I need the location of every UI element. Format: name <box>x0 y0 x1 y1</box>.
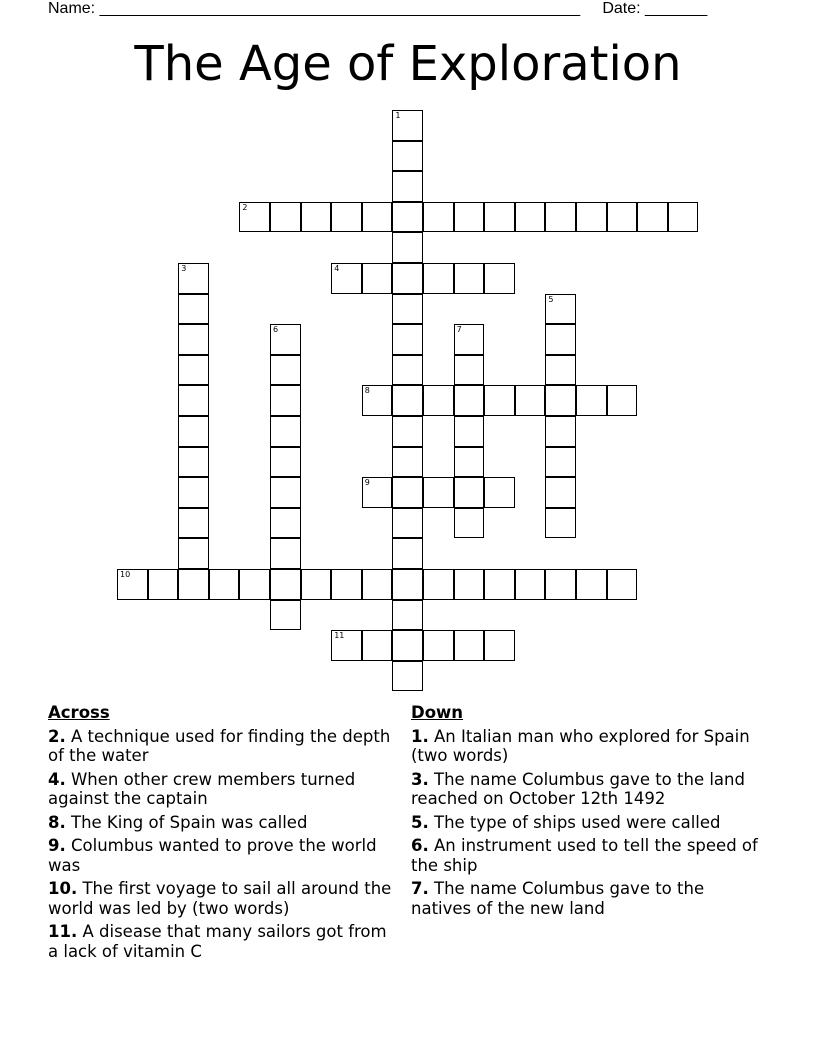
clue-number: 4. <box>48 769 66 789</box>
clue-text: An Italian man who explored for Spain (two words) <box>411 726 750 765</box>
cell-number: 5 <box>548 294 554 304</box>
grid-cell[interactable] <box>270 416 301 447</box>
grid-cell[interactable] <box>423 385 454 416</box>
grid-cell[interactable] <box>576 385 607 416</box>
grid-cell[interactable] <box>270 355 301 386</box>
clue-text: The King of Spain was called <box>65 812 308 832</box>
grid-cell[interactable] <box>148 569 179 600</box>
grid-cell[interactable] <box>178 355 209 386</box>
grid-cell[interactable] <box>484 569 515 600</box>
grid-cell[interactable] <box>392 324 423 355</box>
grid-cell[interactable] <box>178 324 209 355</box>
grid-cell[interactable] <box>270 385 301 416</box>
grid-cell-7[interactable] <box>454 324 485 355</box>
across-clue-9 <box>48 836 398 875</box>
grid-cell[interactable] <box>392 600 423 631</box>
grid-cell[interactable] <box>545 569 576 600</box>
grid-cell[interactable] <box>178 477 209 508</box>
grid-cell-11[interactable] <box>331 630 362 661</box>
clue-text: A technique used for finding the depth of the water <box>48 726 391 765</box>
across-clue-8 <box>48 813 398 833</box>
grid-cell[interactable] <box>178 508 209 539</box>
grid-cell[interactable] <box>331 569 362 600</box>
grid-cell[interactable] <box>178 569 209 600</box>
grid-cell[interactable] <box>392 569 423 600</box>
grid-cell[interactable] <box>545 477 576 508</box>
grid-cell[interactable] <box>545 355 576 386</box>
grid-cell[interactable] <box>454 630 485 661</box>
across-clue-2 <box>48 727 398 766</box>
cell-number: 11 <box>334 631 345 641</box>
across-clue-list <box>48 727 398 962</box>
grid-cell[interactable] <box>392 294 423 325</box>
cell-number: 10 <box>120 570 131 579</box>
grid-cell-8[interactable] <box>362 385 393 416</box>
across-clue-4 <box>48 770 398 809</box>
across-clue-11 <box>48 922 398 961</box>
grid-cell[interactable] <box>392 232 423 263</box>
grid-cell-5[interactable] <box>545 294 576 325</box>
grid-cell[interactable] <box>515 569 546 600</box>
clue-text: The first voyage to sail all around the world was led by (two words) <box>48 879 392 918</box>
grid-cell[interactable] <box>362 569 393 600</box>
grid-cell[interactable] <box>545 202 576 233</box>
grid-cell[interactable] <box>454 477 485 508</box>
clue-text: The type of ships used were called <box>428 812 721 832</box>
grid-cell[interactable] <box>607 569 638 600</box>
grid-cell[interactable] <box>423 202 454 233</box>
down-clue-list <box>411 727 761 919</box>
down-heading: Down <box>411 703 464 722</box>
grid-cell[interactable] <box>423 263 454 294</box>
grid-cell[interactable] <box>301 569 332 600</box>
grid-cell[interactable] <box>362 202 393 233</box>
grid-cell[interactable] <box>515 202 546 233</box>
clue-number: 9. <box>48 836 66 855</box>
grid-cell[interactable] <box>270 447 301 478</box>
clue-text: A disease that many sailors got from a lack of vitamin C <box>48 922 387 961</box>
grid-cell[interactable] <box>484 202 515 233</box>
grid-cell[interactable] <box>484 477 515 508</box>
grid-cell[interactable] <box>484 630 515 661</box>
grid-cell[interactable] <box>270 508 301 539</box>
grid-cell[interactable] <box>454 202 485 233</box>
cell-number: 7 <box>456 325 462 335</box>
grid-cell[interactable] <box>484 263 515 294</box>
grid-cell[interactable] <box>392 202 423 233</box>
grid-cell-6[interactable] <box>270 324 301 355</box>
grid-cell[interactable] <box>178 416 209 447</box>
across-clue-10 <box>48 879 398 918</box>
grid-cell-9[interactable] <box>362 477 393 508</box>
grid-cell[interactable] <box>454 263 485 294</box>
page-title: The Age of Exploration <box>134 36 682 92</box>
grid-cell[interactable] <box>331 202 362 233</box>
clue-number: 1. <box>411 726 429 746</box>
grid-cell-3[interactable] <box>178 263 209 294</box>
grid-cell[interactable] <box>270 477 301 508</box>
grid-cell[interactable] <box>392 385 423 416</box>
grid-cell[interactable] <box>545 324 576 355</box>
grid-cell-2[interactable] <box>239 202 270 233</box>
cell-number: 2 <box>242 202 248 212</box>
clue-number: 6. <box>411 836 429 855</box>
grid-cell[interactable] <box>392 355 423 386</box>
down-clues <box>411 703 761 922</box>
grid-cell[interactable] <box>392 477 423 508</box>
cell-number: 6 <box>273 325 279 335</box>
clue-number: 7. <box>411 879 429 898</box>
grid-cell[interactable] <box>362 263 393 294</box>
grid-cell[interactable] <box>637 202 668 233</box>
grid-cell[interactable] <box>392 141 423 172</box>
grid-cell[interactable] <box>392 538 423 569</box>
grid-cell[interactable] <box>454 385 485 416</box>
clue-number: 8. <box>48 812 66 832</box>
grid-cell[interactable] <box>270 538 301 569</box>
clue-number: 3. <box>411 769 429 789</box>
grid-cell[interactable] <box>576 202 607 233</box>
grid-cell[interactable] <box>454 416 485 447</box>
grid-cell[interactable] <box>454 569 485 600</box>
across-clues <box>48 703 398 965</box>
grid-cell[interactable] <box>392 508 423 539</box>
grid-cell-1[interactable] <box>392 110 423 141</box>
grid-cell[interactable] <box>545 416 576 447</box>
grid-cell[interactable] <box>545 508 576 539</box>
down-clue-7 <box>411 879 761 918</box>
grid-cell[interactable] <box>576 569 607 600</box>
clue-text: The name Columbus gave to the natives of the new land <box>411 879 705 918</box>
grid-cell[interactable] <box>515 385 546 416</box>
grid-cell[interactable] <box>423 477 454 508</box>
name-field[interactable]: Name: ______________________________________________________ <box>48 0 581 17</box>
clue-number: 11. <box>48 922 78 941</box>
down-clue-5 <box>411 813 761 833</box>
grid-cell[interactable] <box>454 447 485 478</box>
grid-cell[interactable] <box>392 263 423 294</box>
cell-number: 3 <box>181 264 187 273</box>
grid-cell[interactable] <box>607 202 638 233</box>
cell-number: 1 <box>395 111 401 120</box>
clue-number: 5. <box>411 812 429 832</box>
grid-cell[interactable] <box>423 569 454 600</box>
clue-text: An instrument used to tell the speed of the ship <box>411 836 758 875</box>
grid-cell[interactable] <box>178 447 209 478</box>
grid-cell[interactable] <box>178 294 209 325</box>
clue-text: When other crew members turned against the captain <box>48 769 356 808</box>
grid-cell[interactable] <box>545 447 576 478</box>
down-clue-1 <box>411 727 761 766</box>
grid-cell[interactable] <box>454 355 485 386</box>
clue-text: The name Columbus gave to the land reached on October 12th 1492 <box>411 769 745 808</box>
grid-cell[interactable] <box>178 538 209 569</box>
clue-number: 10. <box>48 879 78 898</box>
grid-cell[interactable] <box>392 630 423 661</box>
grid-cell[interactable] <box>484 385 515 416</box>
down-clue-6 <box>411 836 761 875</box>
grid-cell[interactable] <box>454 508 485 539</box>
grid-cell[interactable] <box>362 630 393 661</box>
grid-cell[interactable] <box>270 202 301 233</box>
across-heading: Across <box>48 703 110 722</box>
cell-number: 9 <box>364 478 370 488</box>
grid-cell[interactable] <box>239 569 270 600</box>
grid-cell[interactable] <box>392 661 423 692</box>
grid-cell[interactable] <box>178 385 209 416</box>
clue-number: 2. <box>48 726 66 746</box>
grid-cell[interactable] <box>301 202 332 233</box>
grid-cell[interactable] <box>270 600 301 631</box>
date-field[interactable]: Date: _______ <box>602 0 708 17</box>
grid-cell[interactable] <box>209 569 240 600</box>
cell-number: 4 <box>334 264 340 273</box>
grid-cell[interactable] <box>423 630 454 661</box>
grid-cell[interactable] <box>668 202 699 233</box>
grid-cell[interactable] <box>545 385 576 416</box>
grid-cell[interactable] <box>607 385 638 416</box>
clue-text: Columbus wanted to prove the world was <box>48 836 377 875</box>
grid-cell[interactable] <box>392 416 423 447</box>
grid-cell[interactable] <box>392 447 423 478</box>
grid-cell[interactable] <box>392 171 423 202</box>
down-clue-3 <box>411 770 761 809</box>
grid-cell-4[interactable] <box>331 263 362 294</box>
grid-cell-10[interactable] <box>117 569 148 600</box>
cell-number: 8 <box>364 386 370 396</box>
grid-cell[interactable] <box>270 569 301 600</box>
